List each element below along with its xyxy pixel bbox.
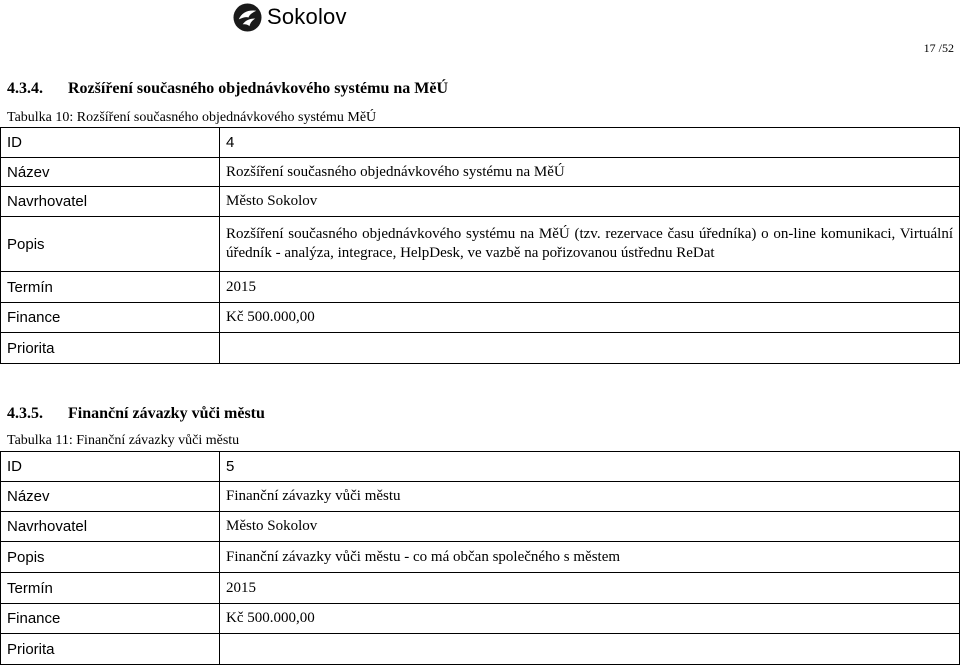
row-value: Finanční závazky vůči městu bbox=[220, 482, 960, 512]
row-label: Název bbox=[1, 158, 220, 187]
project-table bbox=[0, 451, 960, 665]
table-row bbox=[1, 158, 960, 187]
row-value bbox=[220, 333, 960, 364]
section-number: 4.3.4. bbox=[7, 80, 43, 97]
section-title: Rozšíření současného objednávkového systému na MěÚ bbox=[68, 80, 449, 97]
table-caption: Tabulka 11: Finanční závazky vůči městu bbox=[7, 433, 240, 448]
row-label: Finance bbox=[1, 604, 220, 634]
row-label: Navrhovatel bbox=[1, 187, 220, 217]
logo-text: Sokolov bbox=[267, 4, 347, 29]
table-row bbox=[1, 573, 960, 604]
row-label: Popis bbox=[1, 542, 220, 573]
row-label: Priorita bbox=[1, 333, 220, 364]
table-row bbox=[1, 542, 960, 573]
row-value: Finanční závazky vůči městu - co má občan společného s městem bbox=[220, 542, 960, 573]
table-row bbox=[1, 217, 960, 272]
table-row bbox=[1, 128, 960, 158]
header-logo bbox=[233, 2, 347, 32]
row-label: Termín bbox=[1, 272, 220, 303]
row-value: 4 bbox=[220, 128, 960, 158]
row-value: Kč 500.000,00 bbox=[220, 303, 960, 333]
table-row bbox=[1, 604, 960, 634]
sokolov-logo-icon bbox=[233, 3, 262, 32]
row-value: Kč 500.000,00 bbox=[220, 604, 960, 634]
row-label: ID bbox=[1, 128, 220, 158]
row-value: Město Sokolov bbox=[220, 187, 960, 217]
row-label: Priorita bbox=[1, 634, 220, 665]
table-row bbox=[1, 187, 960, 217]
table-row bbox=[1, 272, 960, 303]
row-value: Rozšíření současného objednávkového systému na MěÚ bbox=[220, 158, 960, 187]
row-label: Finance bbox=[1, 303, 220, 333]
row-label: ID bbox=[1, 452, 220, 482]
section-heading bbox=[7, 405, 265, 423]
row-value: 2015 bbox=[220, 573, 960, 604]
table-row bbox=[1, 634, 960, 665]
row-label: Navrhovatel bbox=[1, 512, 220, 542]
row-value bbox=[220, 634, 960, 665]
section-heading bbox=[7, 80, 448, 98]
table-row bbox=[1, 303, 960, 333]
row-value: Město Sokolov bbox=[220, 512, 960, 542]
page-number: 17 /52 bbox=[923, 41, 954, 55]
table-caption: Tabulka 10: Rozšíření současného objednávkového systému MěÚ bbox=[7, 110, 377, 125]
table-row bbox=[1, 512, 960, 542]
section-title: Finanční závazky vůči městu bbox=[68, 405, 265, 422]
row-label: Popis bbox=[1, 217, 220, 272]
section-number: 4.3.5. bbox=[7, 405, 43, 422]
row-value: 2015 bbox=[220, 272, 960, 303]
row-label: Název bbox=[1, 482, 220, 512]
row-label: Termín bbox=[1, 573, 220, 604]
project-table bbox=[0, 127, 960, 364]
table-row bbox=[1, 333, 960, 364]
table-row bbox=[1, 452, 960, 482]
row-value: 5 bbox=[220, 452, 960, 482]
row-value: Rozšíření současného objednávkového systému na MěÚ (tzv. rezervace času úředníka) o on-line komunikaci, Virtuální úředník - analýza, integrace, HelpDesk, ve vazbě na pořizovanou ústřednu ReDat bbox=[220, 217, 960, 272]
table-row bbox=[1, 482, 960, 512]
